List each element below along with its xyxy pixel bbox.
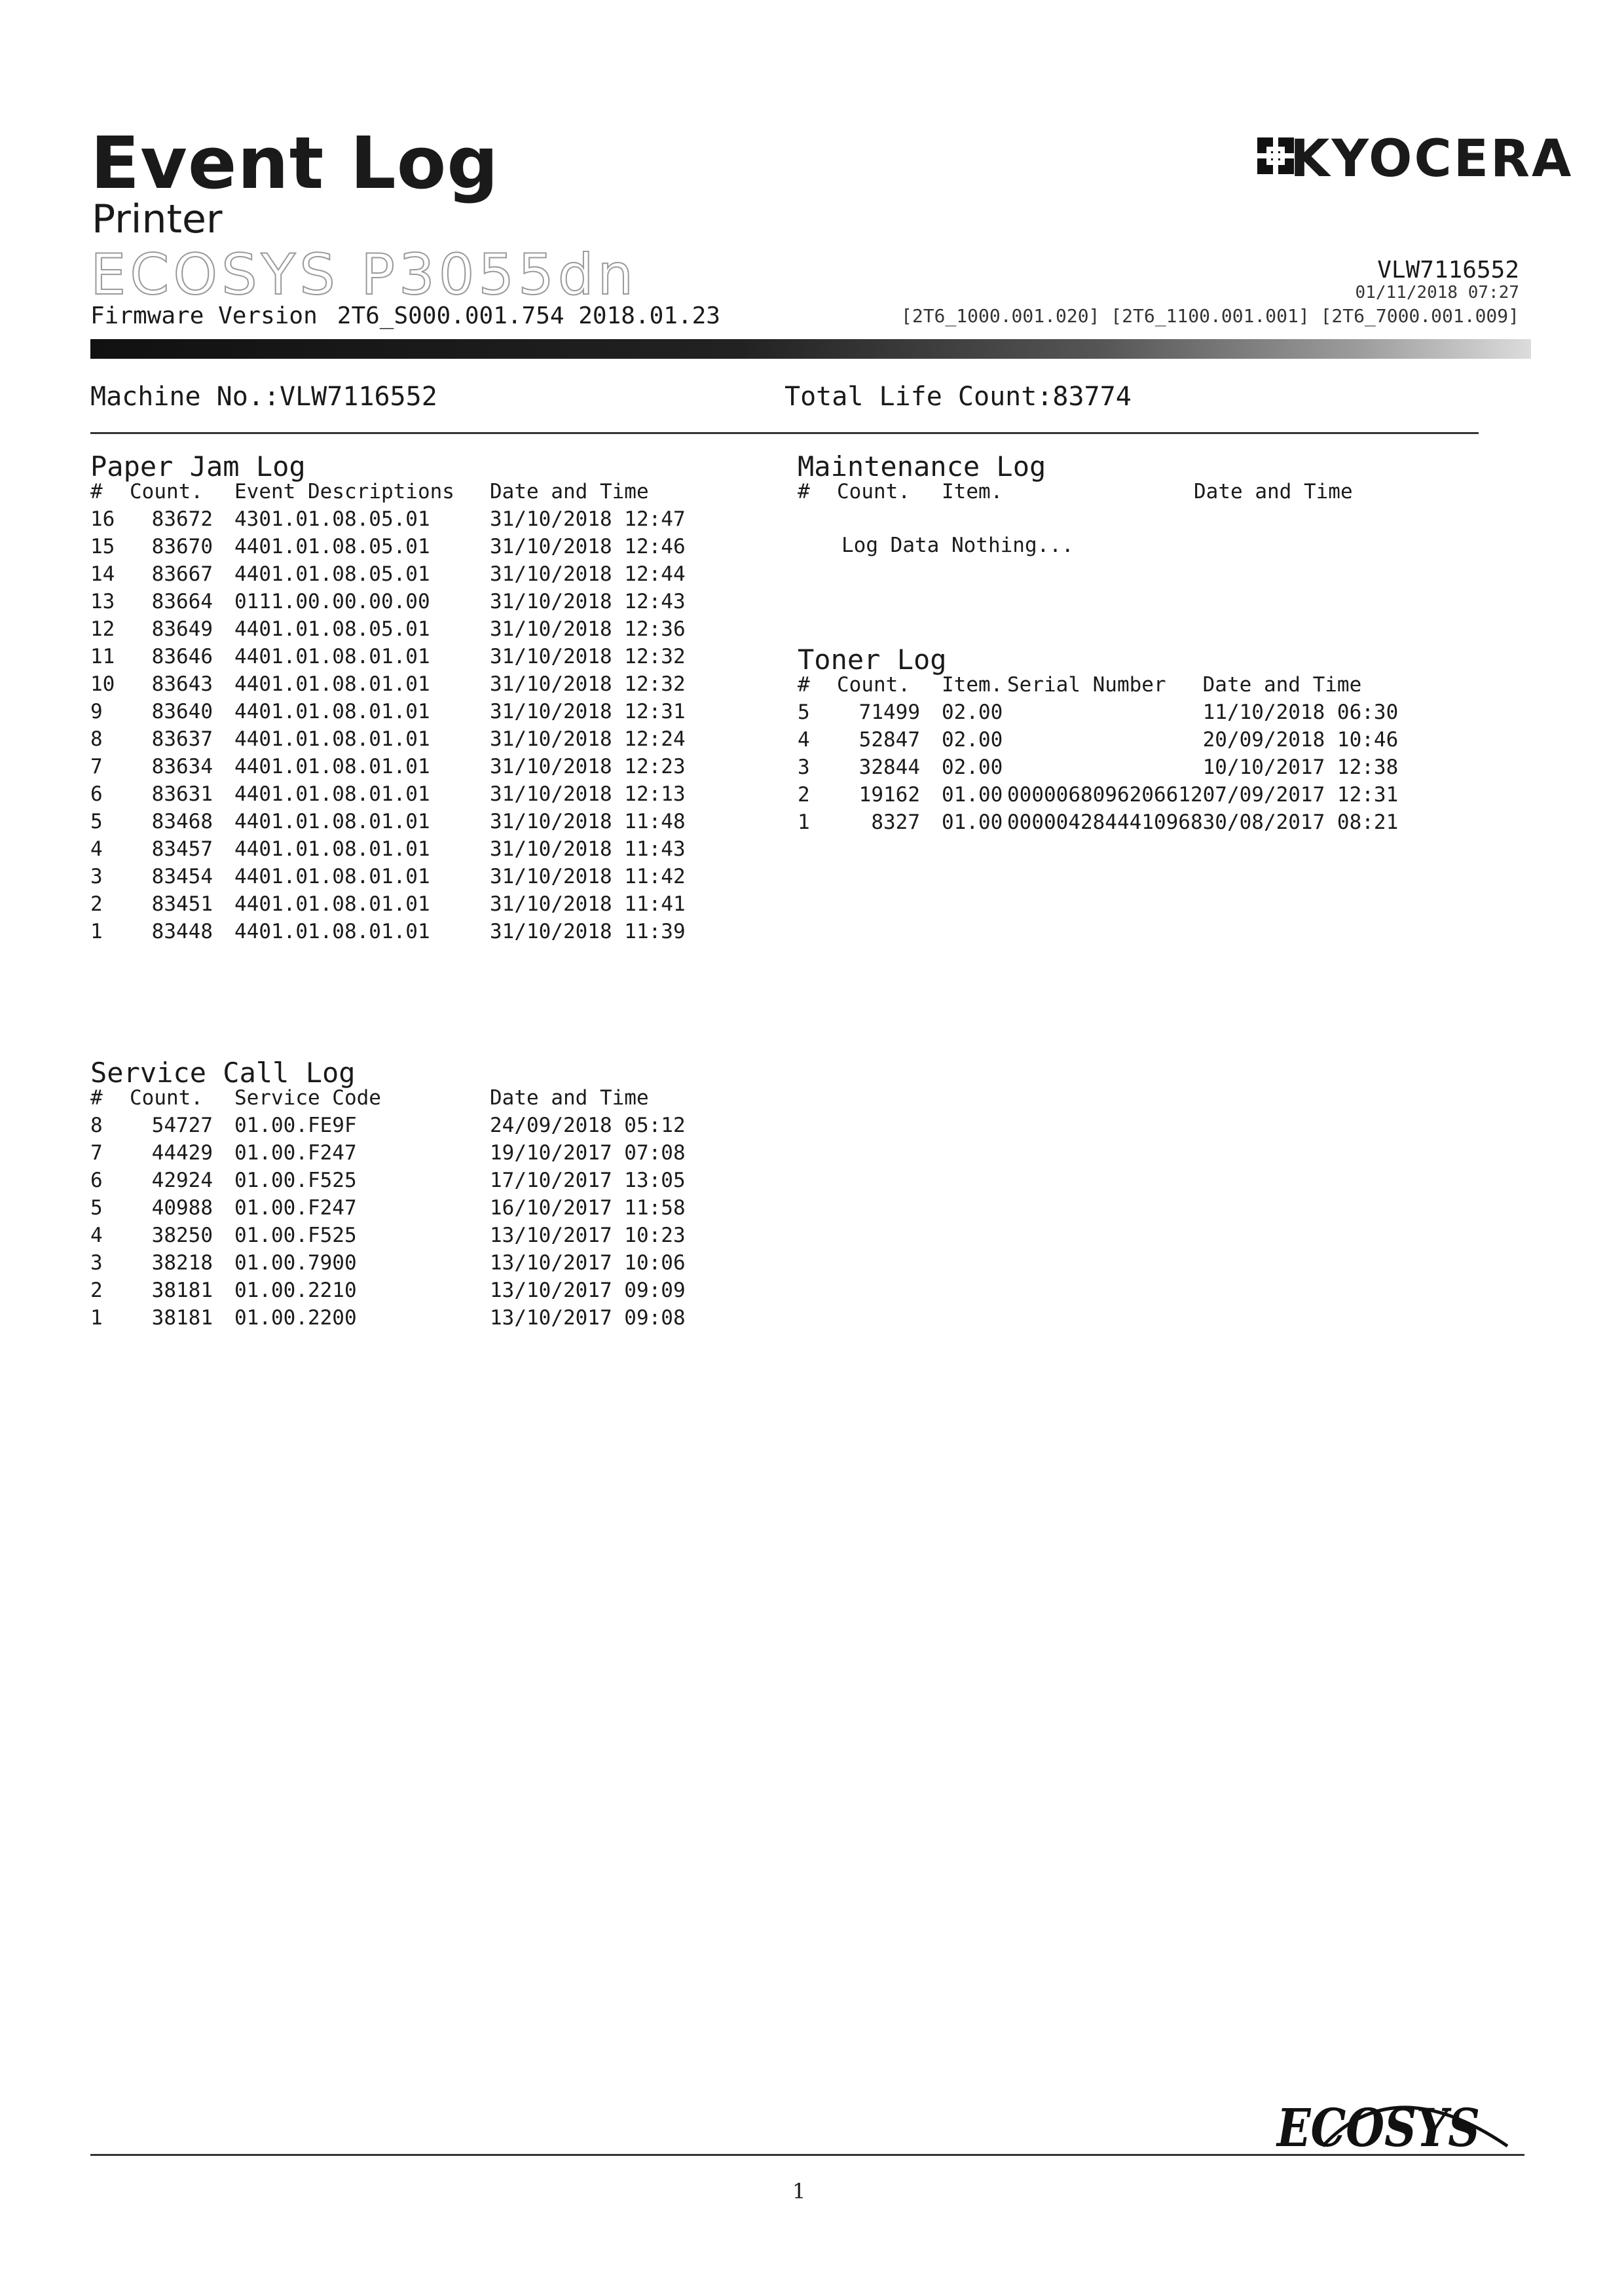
cell-index: 8	[90, 727, 103, 751]
cell-item: 02.00	[942, 728, 1003, 752]
cell-service-code: 01.00.2210	[234, 1279, 357, 1302]
table-row	[90, 1141, 686, 1169]
cell-count: 54727	[151, 1114, 213, 1137]
col-date-time: Date and Time	[1194, 480, 1353, 503]
cell-index: 12	[90, 617, 115, 641]
table-row	[798, 783, 1399, 811]
table-row	[90, 727, 686, 755]
cell-date-time: 31/10/2018 11:48	[490, 810, 686, 833]
cell-index: 4	[90, 1224, 103, 1247]
cell-date-time: 13/10/2017 09:08	[490, 1306, 686, 1330]
cell-index: 2	[798, 783, 810, 807]
model-name: ECOSYS P3055dn	[90, 242, 637, 308]
serial-number: VLW7116552	[1377, 257, 1519, 283]
cell-index: 4	[90, 837, 103, 861]
col-item: Item.	[942, 673, 1003, 697]
table-row	[90, 865, 686, 892]
cell-index: 9	[90, 700, 103, 723]
table-row	[90, 617, 686, 645]
cell-count: 19162	[858, 783, 920, 807]
col-index: #	[798, 480, 810, 503]
cell-date-time: 11/10/2018 06:30	[1202, 701, 1399, 724]
cell-date-time: 30/08/2017 08:21	[1202, 811, 1399, 834]
cell-count: 83468	[151, 810, 213, 833]
cell-count: 38181	[151, 1306, 213, 1330]
table-row	[90, 1224, 686, 1251]
cell-index: 16	[90, 507, 115, 531]
cell-date-time: 10/10/2017 12:38	[1202, 756, 1399, 779]
footer-divider	[90, 2154, 1524, 2156]
cell-index: 3	[798, 756, 810, 779]
firmware-value: 2T6_S000.001.754 2018.01.23	[337, 302, 720, 329]
table-row	[90, 755, 686, 782]
col-count: Count.	[130, 1086, 203, 1110]
cell-service-code: 01.00.FE9F	[234, 1114, 357, 1137]
firmware-label: Firmware Version	[90, 302, 318, 329]
table-row	[90, 782, 686, 810]
cell-date-time: 13/10/2017 09:09	[490, 1279, 686, 1302]
cell-count: 83451	[151, 892, 213, 916]
cell-date-time: 13/10/2017 10:23	[490, 1224, 686, 1247]
cell-event-description: 4401.01.08.01.01	[234, 865, 430, 888]
cell-count: 83634	[151, 755, 213, 778]
cell-date-time: 13/10/2017 10:06	[490, 1251, 686, 1275]
cell-count: 83637	[151, 727, 213, 751]
cell-count: 83457	[151, 837, 213, 861]
table-header-row	[90, 1086, 686, 1114]
cell-service-code: 01.00.2200	[234, 1306, 357, 1330]
maintenance-empty-text: Log Data Nothing...	[841, 534, 1074, 557]
table-row	[90, 1251, 686, 1279]
table-row	[798, 811, 1399, 838]
table-row	[90, 507, 686, 535]
cell-index: 13	[90, 590, 115, 613]
cell-date-time: 17/10/2017 13:05	[490, 1169, 686, 1192]
cell-event-description: 4401.01.08.01.01	[234, 892, 430, 916]
cell-item: 01.00	[942, 811, 1003, 834]
table-row	[90, 1306, 686, 1334]
cell-service-code: 01.00.F525	[234, 1224, 357, 1247]
cell-count: 71499	[858, 701, 920, 724]
paper-jam-log-table	[90, 480, 686, 947]
table-row	[90, 837, 686, 865]
cell-service-code: 01.00.7900	[234, 1251, 357, 1275]
cell-date-time: 31/10/2018 12:46	[490, 535, 686, 558]
cell-count: 38181	[151, 1279, 213, 1302]
cell-event-description: 4401.01.08.01.01	[234, 782, 430, 806]
table-row	[90, 1196, 686, 1224]
cell-count: 38218	[151, 1251, 213, 1275]
cell-serial-number	[1007, 756, 1203, 783]
table-row	[90, 645, 686, 672]
toner-log-table	[798, 673, 1399, 838]
brand-name: KYOCERA	[1290, 130, 1574, 189]
cell-date-time: 31/10/2018 11:39	[490, 920, 686, 943]
cell-event-description: 4401.01.08.05.01	[234, 535, 430, 558]
cell-date-time: 31/10/2018 12:31	[490, 700, 686, 723]
cell-date-time: 31/10/2018 12:44	[490, 562, 686, 586]
cell-index: 2	[90, 1279, 103, 1302]
cell-index: 8	[90, 1114, 103, 1137]
cell-count: 32844	[858, 756, 920, 779]
cell-event-description: 4401.01.08.01.01	[234, 672, 430, 696]
cell-index: 6	[90, 782, 103, 806]
cell-index: 3	[90, 865, 103, 888]
cell-index: 1	[90, 920, 103, 943]
cell-date-time: 31/10/2018 12:36	[490, 617, 686, 641]
table-row	[90, 535, 686, 562]
cell-serial-number: 0000042844410968	[1007, 811, 1203, 834]
table-header-row	[798, 673, 1399, 701]
cell-item: 01.00	[942, 783, 1003, 807]
cell-index: 2	[90, 892, 103, 916]
cell-service-code: 01.00.F247	[234, 1196, 357, 1220]
cell-event-description: 4401.01.08.05.01	[234, 617, 430, 641]
col-serial-number: Serial Number	[1007, 673, 1166, 697]
cell-count: 83643	[151, 672, 213, 696]
table-row	[90, 590, 686, 617]
cell-item: 02.00	[942, 756, 1003, 779]
cell-event-description: 4401.01.08.05.01	[234, 562, 430, 586]
divider	[90, 432, 1479, 434]
cell-index: 7	[90, 755, 103, 778]
cell-index: 7	[90, 1141, 103, 1165]
page-number: 1	[792, 2179, 806, 2204]
cell-date-time: 31/10/2018 11:43	[490, 837, 686, 861]
cell-date-time: 07/09/2017 12:31	[1202, 783, 1399, 807]
total-life-count: Total Life Count:83774	[784, 382, 1132, 412]
report-timestamp: 01/11/2018 07:27	[1355, 283, 1519, 302]
service-call-log-table	[90, 1086, 686, 1334]
cell-index: 15	[90, 535, 115, 558]
cell-service-code: 01.00.F525	[234, 1169, 357, 1192]
table-row	[90, 672, 686, 700]
cell-date-time: 19/10/2017 07:08	[490, 1141, 686, 1165]
col-index: #	[798, 673, 810, 697]
cell-index: 11	[90, 645, 115, 668]
header-bar	[90, 339, 1531, 359]
cell-event-description: 4401.01.08.01.01	[234, 755, 430, 778]
col-item: Item.	[942, 480, 1003, 503]
cell-count: 83454	[151, 865, 213, 888]
cell-count: 83667	[151, 562, 213, 586]
cell-count: 83664	[151, 590, 213, 613]
cell-index: 5	[798, 701, 810, 724]
cell-event-description: 4401.01.08.01.01	[234, 810, 430, 833]
cell-count: 83672	[151, 507, 213, 531]
cell-date-time: 31/10/2018 12:23	[490, 755, 686, 778]
cell-index: 1	[798, 811, 810, 834]
cell-count: 42924	[151, 1169, 213, 1192]
cell-date-time: 31/10/2018 11:41	[490, 892, 686, 916]
cell-event-description: 4301.01.08.05.01	[234, 507, 430, 531]
table-header-row	[798, 480, 1390, 507]
cell-date-time: 31/10/2018 12:32	[490, 645, 686, 668]
col-count: Count.	[837, 480, 910, 503]
col-date-time: Date and Time	[490, 480, 649, 503]
table-row	[90, 1169, 686, 1196]
table-row	[90, 810, 686, 837]
cell-count: 83631	[151, 782, 213, 806]
cell-count: 83640	[151, 700, 213, 723]
col-index: #	[90, 480, 103, 503]
cell-index: 4	[798, 728, 810, 752]
cell-serial-number	[1007, 728, 1203, 756]
cell-index: 10	[90, 672, 115, 696]
cell-count: 83649	[151, 617, 213, 641]
service-call-log-title: Service Call Log	[90, 1057, 356, 1089]
cell-event-description: 0111.00.00.00.00	[234, 590, 430, 613]
cell-event-description: 4401.01.08.01.01	[234, 920, 430, 943]
col-date-time: Date and Time	[1202, 673, 1362, 697]
cell-index: 5	[90, 810, 103, 833]
cell-event-description: 4401.01.08.01.01	[234, 837, 430, 861]
cell-count: 83448	[151, 920, 213, 943]
cell-index: 6	[90, 1169, 103, 1192]
cell-date-time: 24/09/2018 05:12	[490, 1114, 686, 1137]
cell-index: 3	[90, 1251, 103, 1275]
cell-service-code: 01.00.F247	[234, 1141, 357, 1165]
cell-count: 38250	[151, 1224, 213, 1247]
table-row	[90, 1114, 686, 1141]
cell-count: 44429	[151, 1141, 213, 1165]
cell-date-time: 31/10/2018 12:13	[490, 782, 686, 806]
cell-count: 83670	[151, 535, 213, 558]
cell-date-time: 31/10/2018 12:43	[490, 590, 686, 613]
cell-date-time: 31/10/2018 12:32	[490, 672, 686, 696]
ecosys-logo-icon	[1264, 2062, 1513, 2154]
table-row	[90, 562, 686, 590]
machine-number: Machine No.:VLW7116552	[90, 382, 437, 412]
table-row	[798, 701, 1399, 728]
cell-date-time: 31/10/2018 12:47	[490, 507, 686, 531]
cell-date-time: 20/09/2018 10:46	[1202, 728, 1399, 752]
col-index: #	[90, 1086, 103, 1110]
cell-count: 52847	[858, 728, 920, 752]
cell-index: 1	[90, 1306, 103, 1330]
table-row	[90, 892, 686, 920]
cell-date-time: 31/10/2018 12:24	[490, 727, 686, 751]
col-service-code: Service Code	[234, 1086, 381, 1110]
firmware-version	[90, 302, 720, 329]
firmware-parts: [2T6_1000.001.020] [2T6_1100.001.001] [2T6_7000.001.009]	[900, 305, 1519, 327]
col-count: Count.	[130, 480, 203, 503]
cell-count: 83646	[151, 645, 213, 668]
cell-date-time: 31/10/2018 11:42	[490, 865, 686, 888]
maintenance-log-table	[798, 480, 1390, 507]
table-row	[798, 728, 1399, 756]
table-row	[90, 920, 686, 947]
cell-serial-number: 0000068096206612	[1007, 783, 1203, 807]
cell-event-description: 4401.01.08.01.01	[234, 727, 430, 751]
cell-item: 02.00	[942, 701, 1003, 724]
cell-serial-number	[1007, 701, 1203, 728]
page-title: Event Log	[90, 121, 500, 205]
table-row	[90, 700, 686, 727]
page-subtitle: Printer	[92, 196, 223, 242]
cell-count: 40988	[151, 1196, 213, 1220]
cell-event-description: 4401.01.08.01.01	[234, 645, 430, 668]
col-count: Count.	[837, 673, 910, 697]
toner-log-title: Toner Log	[798, 644, 947, 676]
maintenance-log-title: Maintenance Log	[798, 450, 1046, 483]
table-row	[798, 756, 1399, 783]
ecosys-logo-text: ECOSYS	[1276, 2097, 1480, 2154]
cell-date-time: 16/10/2017 11:58	[490, 1196, 686, 1220]
paper-jam-log-title: Paper Jam Log	[90, 450, 306, 483]
cell-count: 8327	[871, 811, 920, 834]
table-row	[90, 1279, 686, 1306]
cell-event-description: 4401.01.08.01.01	[234, 700, 430, 723]
cell-index: 5	[90, 1196, 103, 1220]
table-header-row	[90, 480, 686, 507]
col-date-time: Date and Time	[490, 1086, 649, 1110]
col-event-descriptions: Event Descriptions	[234, 480, 454, 503]
cell-index: 14	[90, 562, 115, 586]
